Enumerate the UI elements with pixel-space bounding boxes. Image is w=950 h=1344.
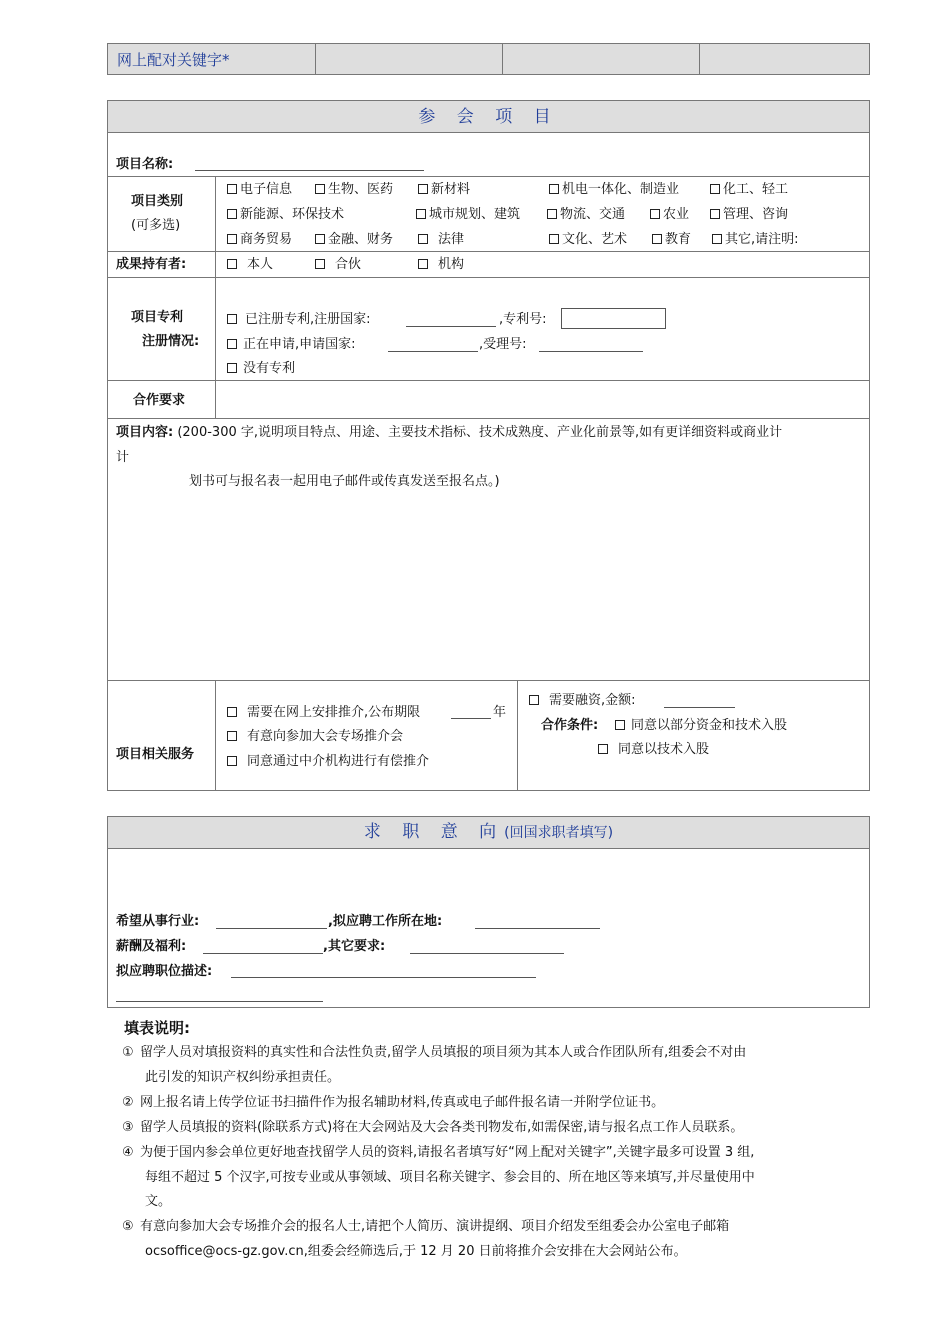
checkbox[interactable] <box>227 184 237 194</box>
keyword-input-3[interactable] <box>700 44 869 74</box>
note-number: ④ <box>122 1145 134 1160</box>
checkbox[interactable] <box>227 756 237 766</box>
checkbox[interactable] <box>227 731 237 741</box>
note-line: 文。 <box>145 1194 172 1209</box>
checkbox[interactable] <box>652 234 662 244</box>
category-option[interactable]: 文化、艺术 <box>549 231 627 249</box>
owner-option[interactable]: 机构 <box>418 256 464 274</box>
service-option[interactable]: 同意通过中介机构进行有偿推介 <box>227 753 429 771</box>
note-line: ocsoffice@ocs-gz.gov.cn,组委会经筛选后,于 12 月 20 日前将推介会安排在大会网站公布。 <box>145 1243 687 1259</box>
category-option[interactable]: 教育 <box>652 231 691 249</box>
owner-label: 成果持有者: <box>116 257 187 272</box>
publish-period-input[interactable] <box>451 718 491 719</box>
service-year: 年 <box>493 705 507 720</box>
checkbox[interactable] <box>227 314 237 324</box>
category-option[interactable]: 法律 <box>418 231 464 249</box>
patent-no-input[interactable] <box>561 308 666 329</box>
checkbox[interactable] <box>416 209 426 219</box>
financing-option[interactable]: 需要融资,金额: <box>529 692 636 710</box>
content-textarea[interactable] <box>108 495 869 679</box>
job-section-title: 求 职 意 向(回国求职者填写) <box>363 822 614 842</box>
note-line: 留学人员填报的资料(除联系方式)将在大会网站及大会各类刊物发布,如需保密,请与报名点工作人员联系。 <box>140 1120 744 1135</box>
category-option[interactable]: 商务贸易 <box>227 231 292 249</box>
location-label: ,拟应聘工作所在地: <box>328 914 443 929</box>
content-hint-overflow: 计 <box>116 450 130 465</box>
patent-no-label: ,专利号: <box>499 312 547 327</box>
checkbox[interactable] <box>315 234 325 244</box>
position-label: 拟应聘职位描述: <box>116 964 213 979</box>
coop-term-option[interactable]: 同意以技术入股 <box>598 741 709 759</box>
salary-label: 薪酬及福利: <box>116 939 187 954</box>
services-label: 项目相关服务 <box>116 747 195 762</box>
coop-label: 合作要求 <box>133 393 186 408</box>
checkbox[interactable] <box>549 184 559 194</box>
category-option[interactable]: 其它,请注明: <box>712 231 799 249</box>
category-option[interactable]: 新能源、环保技术 <box>227 206 344 224</box>
category-option[interactable]: 生物、医药 <box>315 181 393 199</box>
checkbox[interactable] <box>227 234 237 244</box>
category-option[interactable]: 管理、咨询 <box>710 206 788 224</box>
category-option[interactable]: 物流、交通 <box>547 206 625 224</box>
checkbox[interactable] <box>712 234 722 244</box>
content-hint-2: 划书可与报名表一起用电子邮件或传真发送至报名点。) <box>189 474 500 489</box>
keyword-input-1[interactable] <box>316 44 502 74</box>
patent-registered-option[interactable]: 已注册专利,注册国家: <box>227 311 371 329</box>
checkbox[interactable] <box>418 184 428 194</box>
patent-label-2: 注册情况: <box>142 334 200 349</box>
checkbox[interactable] <box>227 707 237 717</box>
job-section-subtitle: (回国求职者填写) <box>504 825 614 841</box>
keyword-label: 网上配对关键字* <box>117 51 230 69</box>
checkbox[interactable] <box>227 339 237 349</box>
note-line: 网上报名请上传学位证书扫描件作为报名辅助材料,传真或电子邮件报名请一并附学位证书。 <box>140 1095 665 1110</box>
checkbox[interactable] <box>227 259 237 269</box>
industry-label: 希望从事行业: <box>116 914 200 929</box>
checkbox[interactable] <box>547 209 557 219</box>
content-hint: 项目内容: (200-300 字,说明项目特点、用途、主要技术指标、技术成熟度、产业化前景等,如有更详细资料或商业计 <box>116 425 783 440</box>
coop-input[interactable] <box>216 381 869 417</box>
note-line: 为便于国内参会单位更好地查找留学人员的资料,请报名者填写好“网上配对关键字”,关键字最多可设置 3 组, <box>140 1145 755 1160</box>
category-option[interactable]: 新材料 <box>418 181 470 199</box>
note-line: 有意向参加大会专场推介会的报名人士,请把个人简历、演讲提纲、项目介绍发至组委会办公室电子邮箱 <box>140 1219 730 1234</box>
checkbox[interactable] <box>315 184 325 194</box>
checkbox[interactable] <box>418 234 428 244</box>
category-option[interactable]: 城市规划、建筑 <box>416 206 520 224</box>
position-input-2[interactable] <box>116 1001 323 1002</box>
owner-option[interactable]: 合伙 <box>315 256 361 274</box>
accept-no-input[interactable] <box>539 351 643 352</box>
coop-term-option[interactable]: 同意以部分资金和技术入股 <box>615 717 787 735</box>
industry-input[interactable] <box>216 928 327 929</box>
checkbox[interactable] <box>710 209 720 219</box>
owner-option[interactable]: 本人 <box>227 256 273 274</box>
patent-accept-label: ,受理号: <box>479 337 527 352</box>
category-label: 项目类别 <box>131 194 184 209</box>
note-line: 留学人员对填报资料的真实性和合法性负责,留学人员填报的项目须为其本人或合作团队所有,组委会不对由 <box>140 1045 747 1060</box>
checkbox[interactable] <box>418 259 428 269</box>
patent-applying-option[interactable]: 正在申请,申请国家: <box>227 336 356 354</box>
project-table <box>107 100 870 791</box>
note-line: 每组不超过 5 个汉字,可按专业或从事领域、项目名称关键字、参会目的、所在地区等来填写,并尽量使用中 <box>145 1169 755 1185</box>
checkbox[interactable] <box>227 363 237 373</box>
note-number: ① <box>122 1045 134 1060</box>
patent-country-input[interactable] <box>406 326 496 327</box>
checkbox[interactable] <box>529 695 539 705</box>
checkbox[interactable] <box>549 234 559 244</box>
category-option[interactable]: 化工、轻工 <box>710 181 788 199</box>
category-option[interactable]: 机电一体化、制造业 <box>549 181 679 199</box>
note-number: ② <box>122 1095 134 1110</box>
checkbox[interactable] <box>650 209 660 219</box>
apply-country-input[interactable] <box>388 351 478 352</box>
other-label: ,其它要求: <box>323 939 386 954</box>
salary-input[interactable] <box>203 953 323 954</box>
category-hint: (可多选) <box>131 218 181 233</box>
checkbox[interactable] <box>598 744 608 754</box>
patent-label: 项目专利 <box>131 310 184 325</box>
coop-terms-label: 合作条件: <box>541 718 599 733</box>
project-name-input[interactable] <box>195 170 424 171</box>
checkbox[interactable] <box>227 209 237 219</box>
service-option[interactable]: 有意向参加大会专场推介会 <box>227 728 403 746</box>
other-input[interactable] <box>410 953 564 954</box>
location-input[interactable] <box>475 928 600 929</box>
checkbox[interactable] <box>315 259 325 269</box>
checkbox[interactable] <box>615 720 625 730</box>
keyword-input-2[interactable] <box>503 44 699 74</box>
category-option[interactable]: 农业 <box>650 206 689 224</box>
position-input[interactable] <box>231 977 536 978</box>
content-label: 项目内容: <box>116 425 174 440</box>
note-number: ③ <box>122 1120 134 1135</box>
note-number: ⑤ <box>122 1219 134 1234</box>
financing-amount-input[interactable] <box>664 707 735 708</box>
service-option[interactable]: 需要在网上安排推介,公布期限 <box>227 704 420 722</box>
patent-none-option[interactable]: 没有专利 <box>227 360 295 378</box>
project-section-title: 参 会 项 目 <box>418 107 559 127</box>
note-line: 此引发的知识产权纠纷承担责任。 <box>145 1069 341 1085</box>
category-option[interactable]: 电子信息 <box>227 181 292 199</box>
category-option[interactable]: 金融、财务 <box>315 231 393 249</box>
project-name-label: 项目名称: <box>116 157 174 172</box>
checkbox[interactable] <box>710 184 720 194</box>
notes-title: 填表说明: <box>124 1019 190 1037</box>
